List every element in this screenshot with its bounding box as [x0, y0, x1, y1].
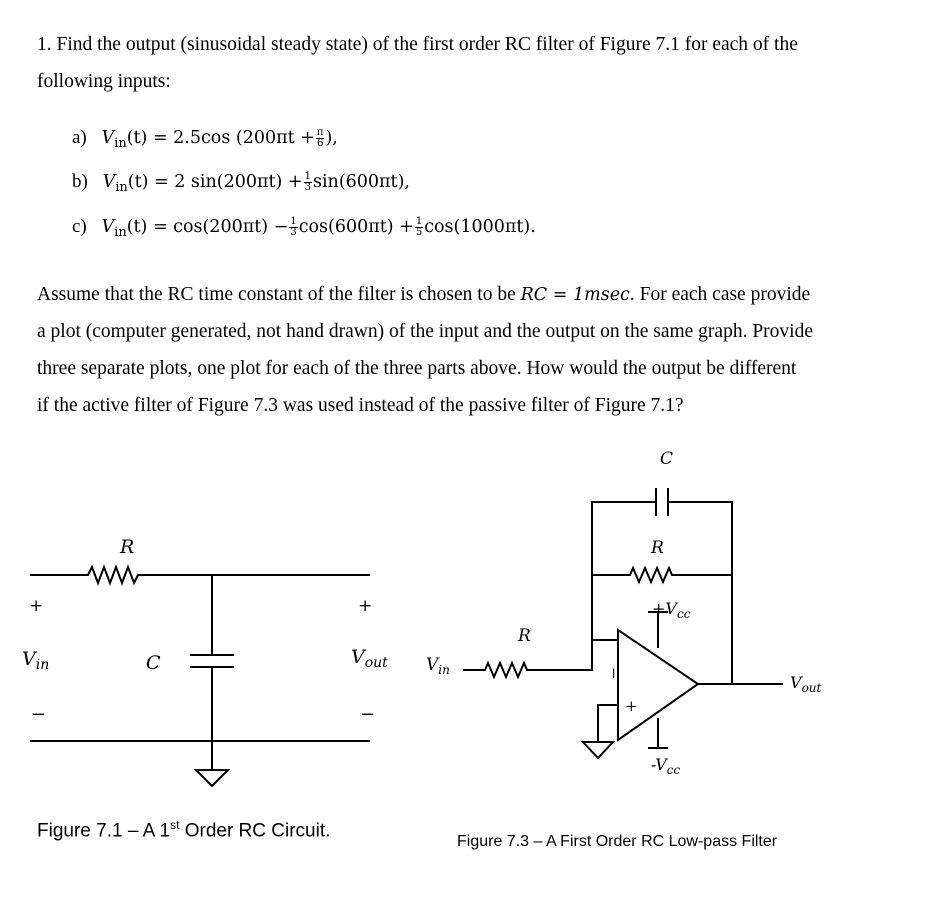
expression: (t) = cos(200πt) − [126, 217, 289, 237]
vin-label: $V_{in}$ [426, 655, 450, 677]
figure-7-1-circuit [0, 520, 420, 790]
assumption-line-3: three separate plots, one plot for each of the three parts above. How would the output be different [37, 358, 797, 379]
input-item-a [72, 127, 338, 151]
item-label: b) [72, 171, 88, 192]
input-item-c [72, 216, 536, 240]
inverting-input-sign: − [605, 667, 623, 680]
ground-icon [583, 742, 613, 758]
fraction: $\frac{1}{3}$ [290, 216, 297, 238]
figure-7-3-circuit [420, 440, 840, 790]
noninv-wire [598, 705, 618, 742]
fraction: $\frac{1}{5}$ [415, 216, 423, 238]
item-label: a) [72, 127, 87, 148]
vcc-neg-label: $-V_{cc}$ [651, 755, 681, 777]
vout-label: $V_{out}$ [351, 646, 388, 671]
vin-symbol: V [101, 217, 115, 237]
expression-tail: ), [325, 128, 338, 148]
figure-7-3-caption: Figure 7.3 – A First Order RC Low-pass Filter [457, 833, 778, 850]
resistor-feedback-wire [592, 568, 732, 582]
output-plus: + [358, 596, 373, 616]
vin-symbol: V [102, 172, 116, 192]
question-line-1: 1. Find the output (sinusoidal steady state) of the first order RC filter of Figure 7.1 for each of the [37, 34, 798, 55]
cap-feedback-wire-right [668, 502, 732, 684]
item-label: c) [72, 216, 87, 237]
assumption-line-2: a plot (computer generated, not hand drawn) of the input and the output on the same graph. Provide [37, 321, 813, 342]
fraction: $\frac{1}{3}$ [304, 171, 311, 193]
expression-tail: cos(1000πt). [424, 217, 536, 237]
resistor-label: R [120, 536, 135, 558]
input-minus: − [31, 704, 47, 725]
ground-icon [196, 770, 228, 786]
expression-mid: cos(600πt) + [298, 217, 414, 237]
fraction: $\frac{\pi}{6}$ [316, 127, 324, 149]
assumption-line-1: Assume that the RC time constant of the filter is chosen to be RC = 1msec. For each case provide [37, 284, 811, 305]
feedback-capacitor-label: C [660, 449, 674, 469]
capacitor-label: C [146, 652, 161, 674]
vin-subscript: in [115, 180, 128, 195]
input-wire [463, 640, 618, 677]
vout-label: $V_{out}$ [790, 673, 822, 695]
vcc-pos-label: $+V_{cc}$ [652, 599, 691, 621]
vin-subscript: in [114, 225, 127, 240]
assumption-line-4: if the active filter of Figure 7.3 was used instead of the passive filter of Figure 7.1? [37, 395, 684, 416]
top-wire [30, 567, 370, 583]
output-minus: − [360, 704, 376, 725]
expression: (t) = 2 sin(200πt) + [127, 172, 303, 192]
question-line-2: following inputs: [37, 71, 171, 92]
vin-subscript: in [114, 136, 127, 151]
input-item-b [72, 171, 410, 195]
input-resistor-label: R [518, 626, 531, 646]
vin-label: $V_{in}$ [22, 648, 50, 673]
feedback-resistor-label: R [651, 538, 664, 558]
rc-value: RC = 1msec [520, 285, 630, 305]
vin-symbol: V [101, 128, 115, 148]
figure-7-1-caption: Figure 7.1 – A 1st Order RC Circuit. [37, 818, 331, 842]
input-plus: + [29, 596, 44, 616]
expression-tail: sin(600πt), [312, 172, 410, 192]
noninverting-input-sign: + [625, 697, 638, 715]
expression: (t) = 2.5cos (200πt + [126, 128, 315, 148]
